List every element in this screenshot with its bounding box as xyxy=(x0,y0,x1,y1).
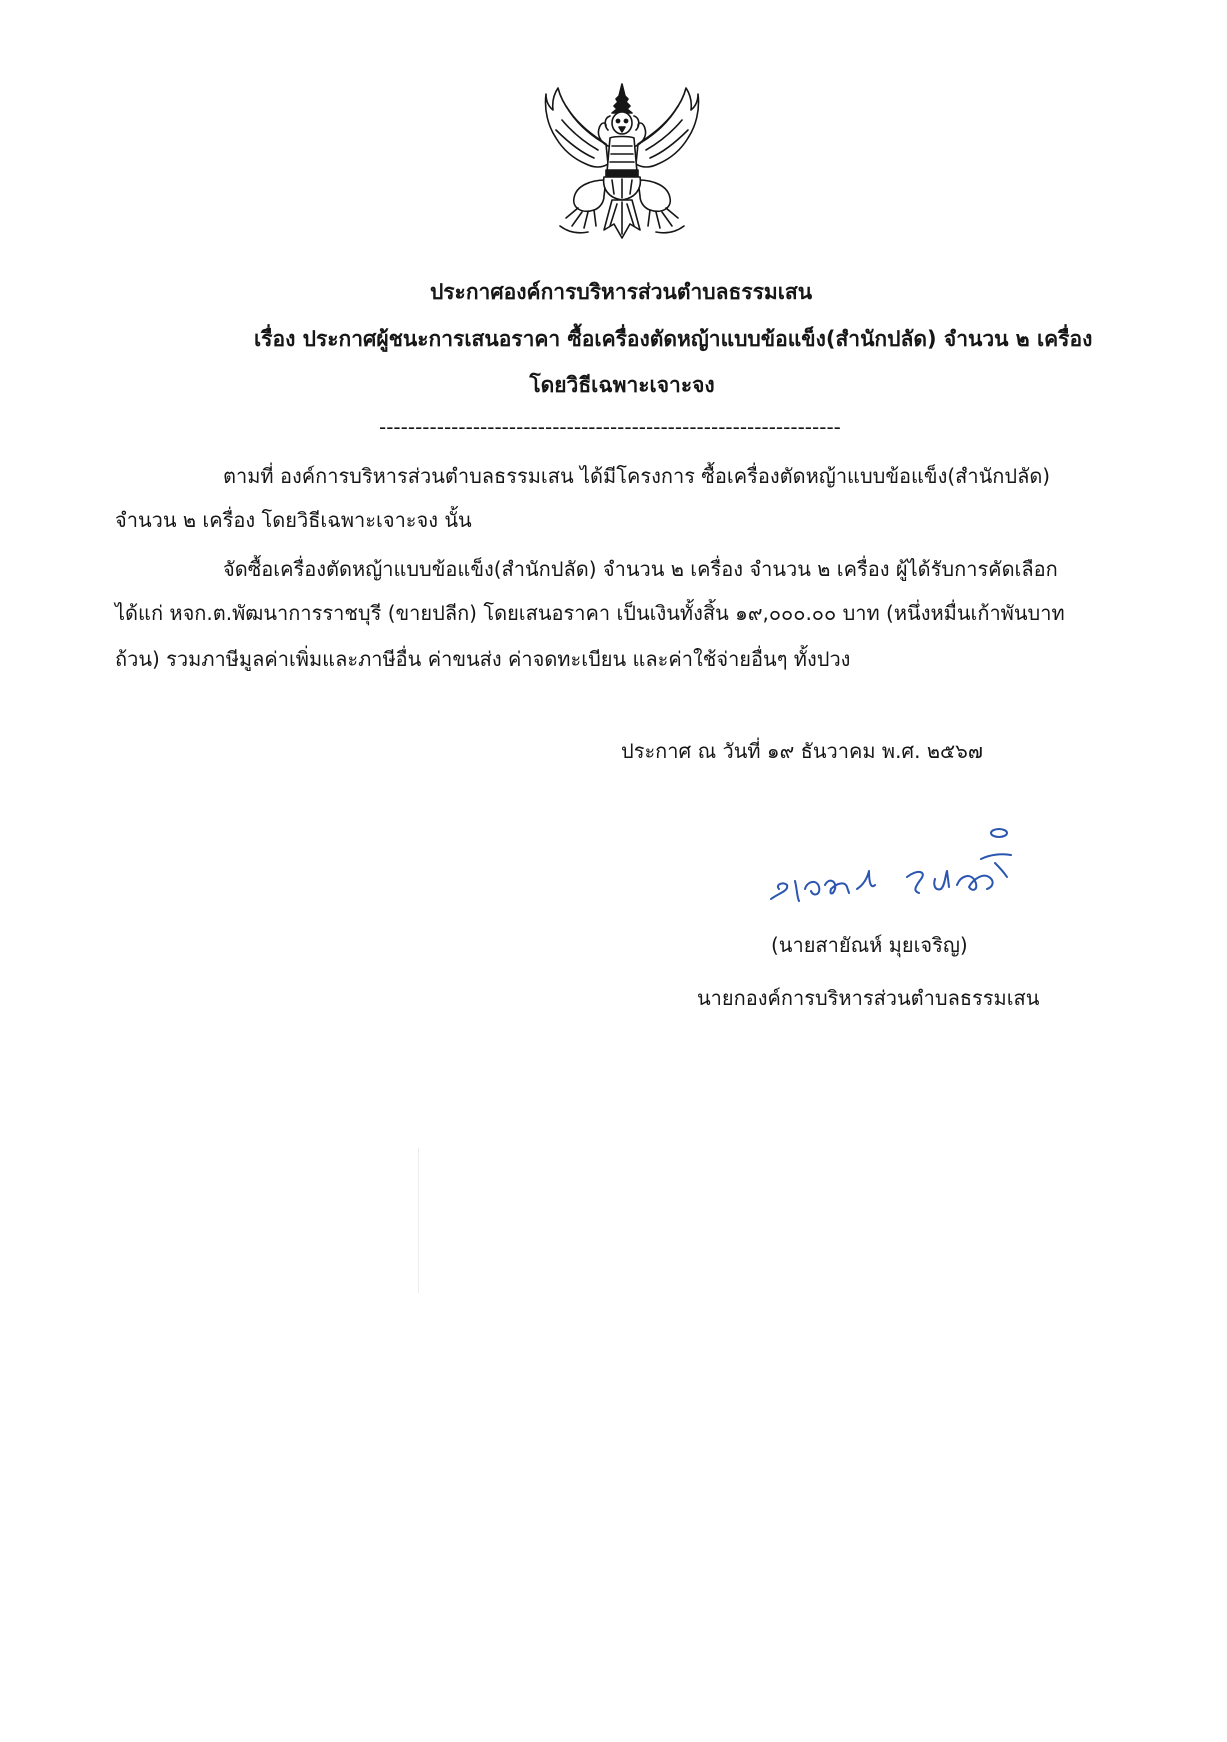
separator-line: ---------------------------------------------------------------- xyxy=(379,415,841,439)
signature-icon xyxy=(767,819,1027,909)
body-line: ถ้วน) รวมภาษีมูลค่าเพิ่มและภาษีอื่น ค่าขนส่ง ค่าจดทะเบียน และค่าใช้จ่ายอื่นๆ ทั้งปวง xyxy=(115,647,851,671)
document-subject: เรื่อง ประกาศผู้ชนะการเสนอราคา ซื้อเครื่องตัดหญ้าแบบข้อแข็ง(สำนักปลัด) จำนวน ๒ เครื่อง xyxy=(254,327,1093,351)
garuda-emblem-icon xyxy=(541,80,703,245)
document-subject-line2: โดยวิธีเฉพาะเจาะจง xyxy=(529,373,715,397)
announcement-date: ประกาศ ณ วันที่ ๑๙ ธันวาคม พ.ศ. ๒๕๖๗ xyxy=(621,739,983,763)
body-line: ตามที่ องค์การบริหารส่วนตำบลธรรมเสน ได้มีโครงการ ซื้อเครื่องตัดหญ้าแบบข้อแข็ง(สำนักปลัด) xyxy=(223,464,1051,488)
body-line: จำนวน ๒ เครื่อง โดยวิธีเฉพาะเจาะจง นั้น xyxy=(115,508,472,532)
document-heading: ประกาศองค์การบริหารส่วนตำบลธรรมเสน xyxy=(429,280,813,304)
tail xyxy=(604,200,640,238)
head xyxy=(605,84,639,134)
signatory-title: นายกองค์การบริหารส่วนตำบลธรรมเสน xyxy=(697,986,1040,1010)
scan-artifact-line xyxy=(418,1148,419,1293)
body-line: จัดซื้อเครื่องตัดหญ้าแบบข้อแข็ง(สำนักปลัด) จำนวน ๒ เครื่อง จำนวน ๒ เครื่อง ผู้ได้รับการคัดเลือก xyxy=(223,557,1058,581)
signatory-name: (นายสายัณห์ มุยเจริญ) xyxy=(771,933,968,957)
body-line: ได้แก่ หจก.ต.พัฒนาการราชบุรี (ขายปลีก) โดยเสนอราคา เป็นเงินทั้งสิ้น ๑๙,๐๐๐.๐๐ บาท (หนึ่งหมื่นเก้าพันบาท xyxy=(115,601,1065,625)
